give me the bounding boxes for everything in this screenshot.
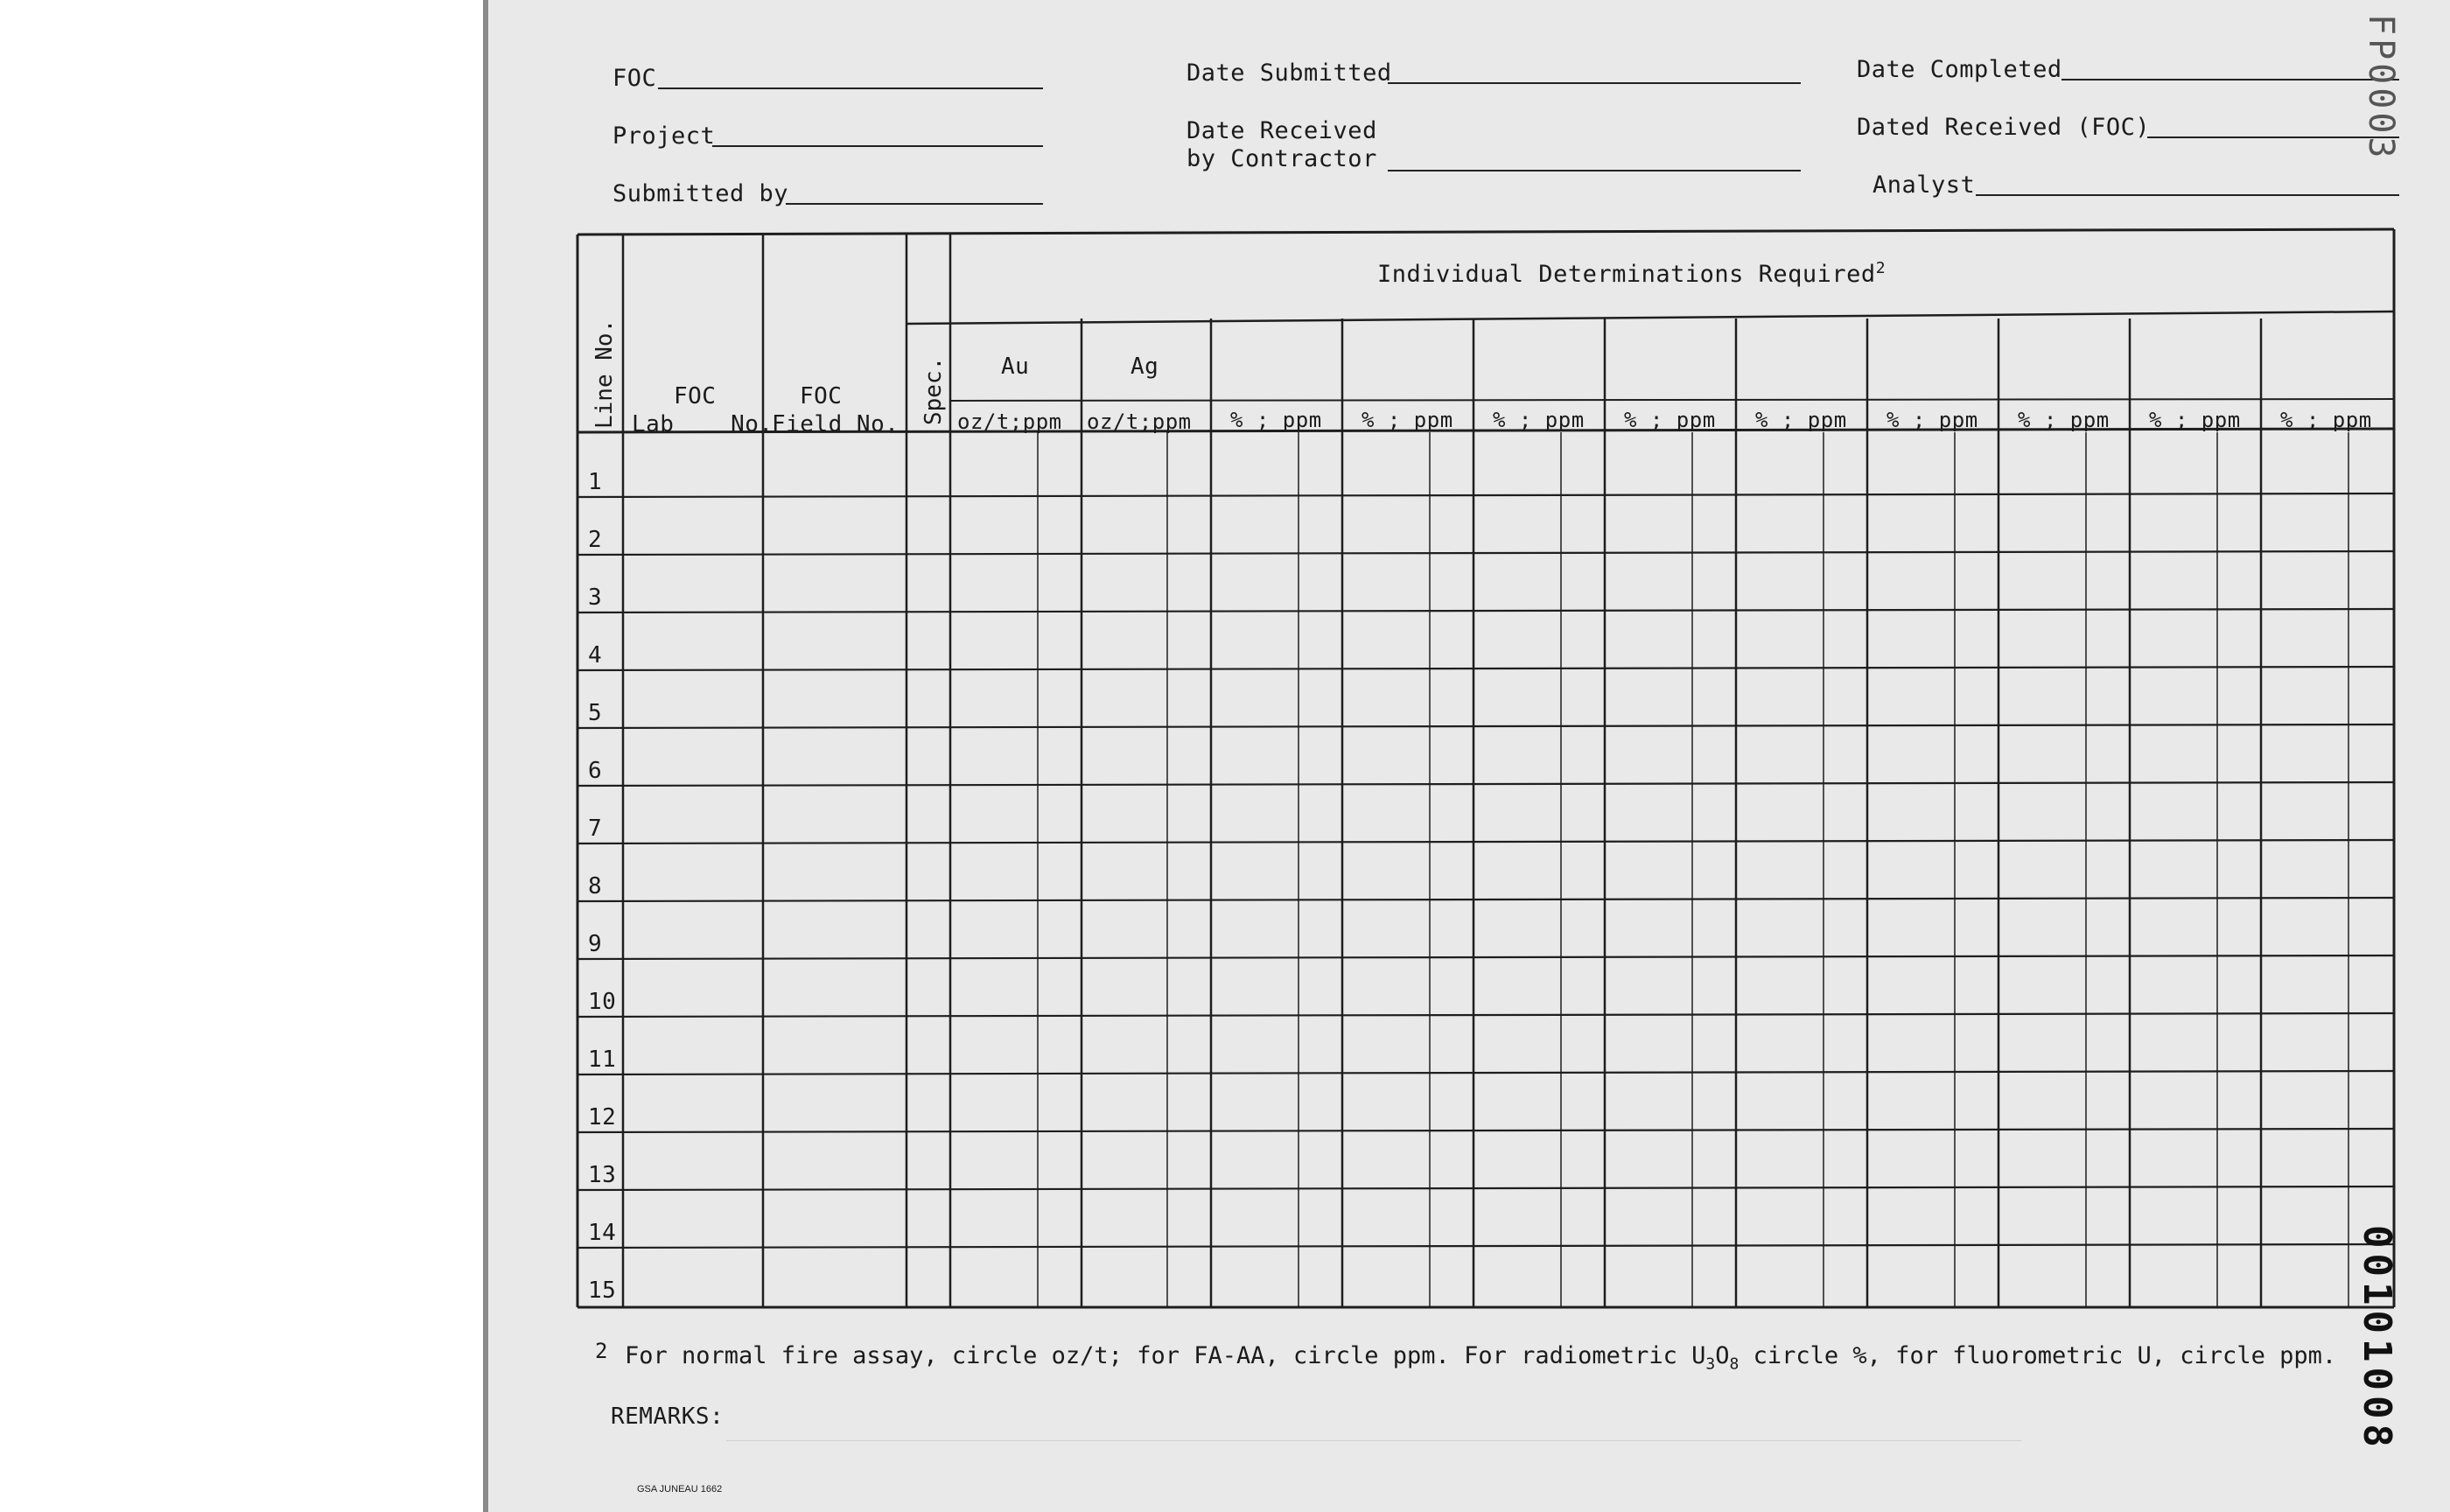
- table-row-divider: [578, 551, 2394, 555]
- table-top-border: [578, 229, 2394, 234]
- determinations-divider: [906, 312, 2394, 324]
- footnote-text-2: circle %, for fluorometric U, circle ppm.: [1739, 1342, 2337, 1369]
- table-row-divider: [578, 782, 2394, 786]
- date-received-label-2: by Contractor: [1186, 145, 1377, 172]
- table-row-divider: [578, 840, 2394, 844]
- analyst-label: Analyst: [1872, 172, 1976, 199]
- determinations-title-text: Individual Determinations Required: [1377, 261, 1876, 288]
- table-row-divider: [578, 724, 2394, 728]
- percent-ppm-units[interactable]: % ; ppm: [2018, 408, 2110, 432]
- table-row-divider: [578, 1244, 2394, 1248]
- dated-received-foc-label: Dated Received (FOC): [1857, 114, 2151, 141]
- percent-ppm-units[interactable]: % ; ppm: [2149, 408, 2241, 432]
- au-units[interactable]: oz/t;ppm: [957, 410, 1062, 434]
- table-row-divider: [578, 898, 2394, 901]
- project-label: Project: [612, 122, 716, 150]
- date-received-label-1: Date Received: [1186, 117, 1377, 144]
- footnote: [625, 1342, 2336, 1373]
- table-row-divider: [578, 667, 2394, 670]
- footnote-sub-3: 3: [1705, 1354, 1716, 1374]
- line-number: 11: [588, 1046, 617, 1073]
- field-no-header-top: FOC: [800, 383, 843, 410]
- line-number: 3: [588, 584, 603, 611]
- submitted-by-label: Submitted by: [612, 180, 789, 207]
- percent-ppm-units[interactable]: % ; ppm: [1755, 408, 1847, 432]
- line-number: 13: [588, 1162, 617, 1188]
- remarks-field[interactable]: [726, 1440, 2021, 1441]
- percent-ppm-units[interactable]: % ; ppm: [1362, 408, 1453, 432]
- percent-ppm-units[interactable]: % ; ppm: [1624, 408, 1716, 432]
- line-number: 14: [588, 1220, 617, 1246]
- remarks-label: REMARKS:: [611, 1404, 724, 1430]
- form-id: GSA JUNEAU 1662: [637, 1484, 723, 1494]
- ag-units[interactable]: oz/t;ppm: [1087, 410, 1192, 434]
- line-number: 2: [588, 527, 603, 553]
- stamp-top-right: FP0003: [2361, 14, 2401, 162]
- lab-no-header-top: FOC: [674, 383, 717, 410]
- units-top-divider: [950, 399, 2394, 401]
- date-submitted-label: Date Submitted: [1186, 60, 1392, 87]
- determinations-title: [1377, 259, 1886, 288]
- table-row-divider: [578, 1129, 2394, 1132]
- ag-header: Ag: [1130, 354, 1159, 380]
- line-number: 12: [588, 1104, 617, 1130]
- line-number: 5: [588, 700, 603, 726]
- percent-ppm-units[interactable]: % ; ppm: [2280, 408, 2372, 432]
- determinations-footnote-mark: 2: [1875, 259, 1886, 277]
- stamp-bottom-right: 00101008: [2355, 1225, 2399, 1452]
- date-completed-label: Date Completed: [1857, 56, 2062, 83]
- line-number: 1: [588, 469, 603, 495]
- footnote-text-1: For normal fire assay, circle oz/t; for FA-AA, circle ppm. For radiometric U: [625, 1342, 1706, 1369]
- footnote-sub-8: 8: [1729, 1354, 1740, 1374]
- footnote-mark: 2: [595, 1339, 608, 1363]
- au-header: Au: [1001, 354, 1030, 380]
- table-row-divider: [578, 1013, 2394, 1017]
- line-number: 9: [588, 931, 603, 957]
- line-number: 7: [588, 816, 603, 842]
- footnote-text-o: O: [1715, 1342, 1730, 1369]
- table-row-divider: [578, 1071, 2394, 1074]
- lab-no-header-bottom: Lab No.: [632, 411, 774, 438]
- line-number: 15: [588, 1278, 617, 1304]
- foc-label: FOC: [612, 65, 657, 92]
- line-number: 8: [588, 873, 603, 900]
- line-no-header: Line No.: [592, 318, 618, 429]
- percent-ppm-units[interactable]: % ; ppm: [1230, 408, 1322, 432]
- table-row-divider: [578, 956, 2394, 959]
- spec-header: Spec.: [920, 356, 947, 425]
- table-row-divider: [578, 494, 2394, 497]
- table-row-divider: [578, 1186, 2394, 1190]
- table-row-divider: [578, 609, 2394, 612]
- line-number: 4: [588, 642, 603, 668]
- percent-ppm-units[interactable]: % ; ppm: [1493, 408, 1585, 432]
- percent-ppm-units[interactable]: % ; ppm: [1886, 408, 1978, 432]
- field-no-header-bottom: Field No.: [772, 411, 900, 438]
- line-number: 6: [588, 758, 603, 784]
- line-number: 10: [588, 989, 617, 1015]
